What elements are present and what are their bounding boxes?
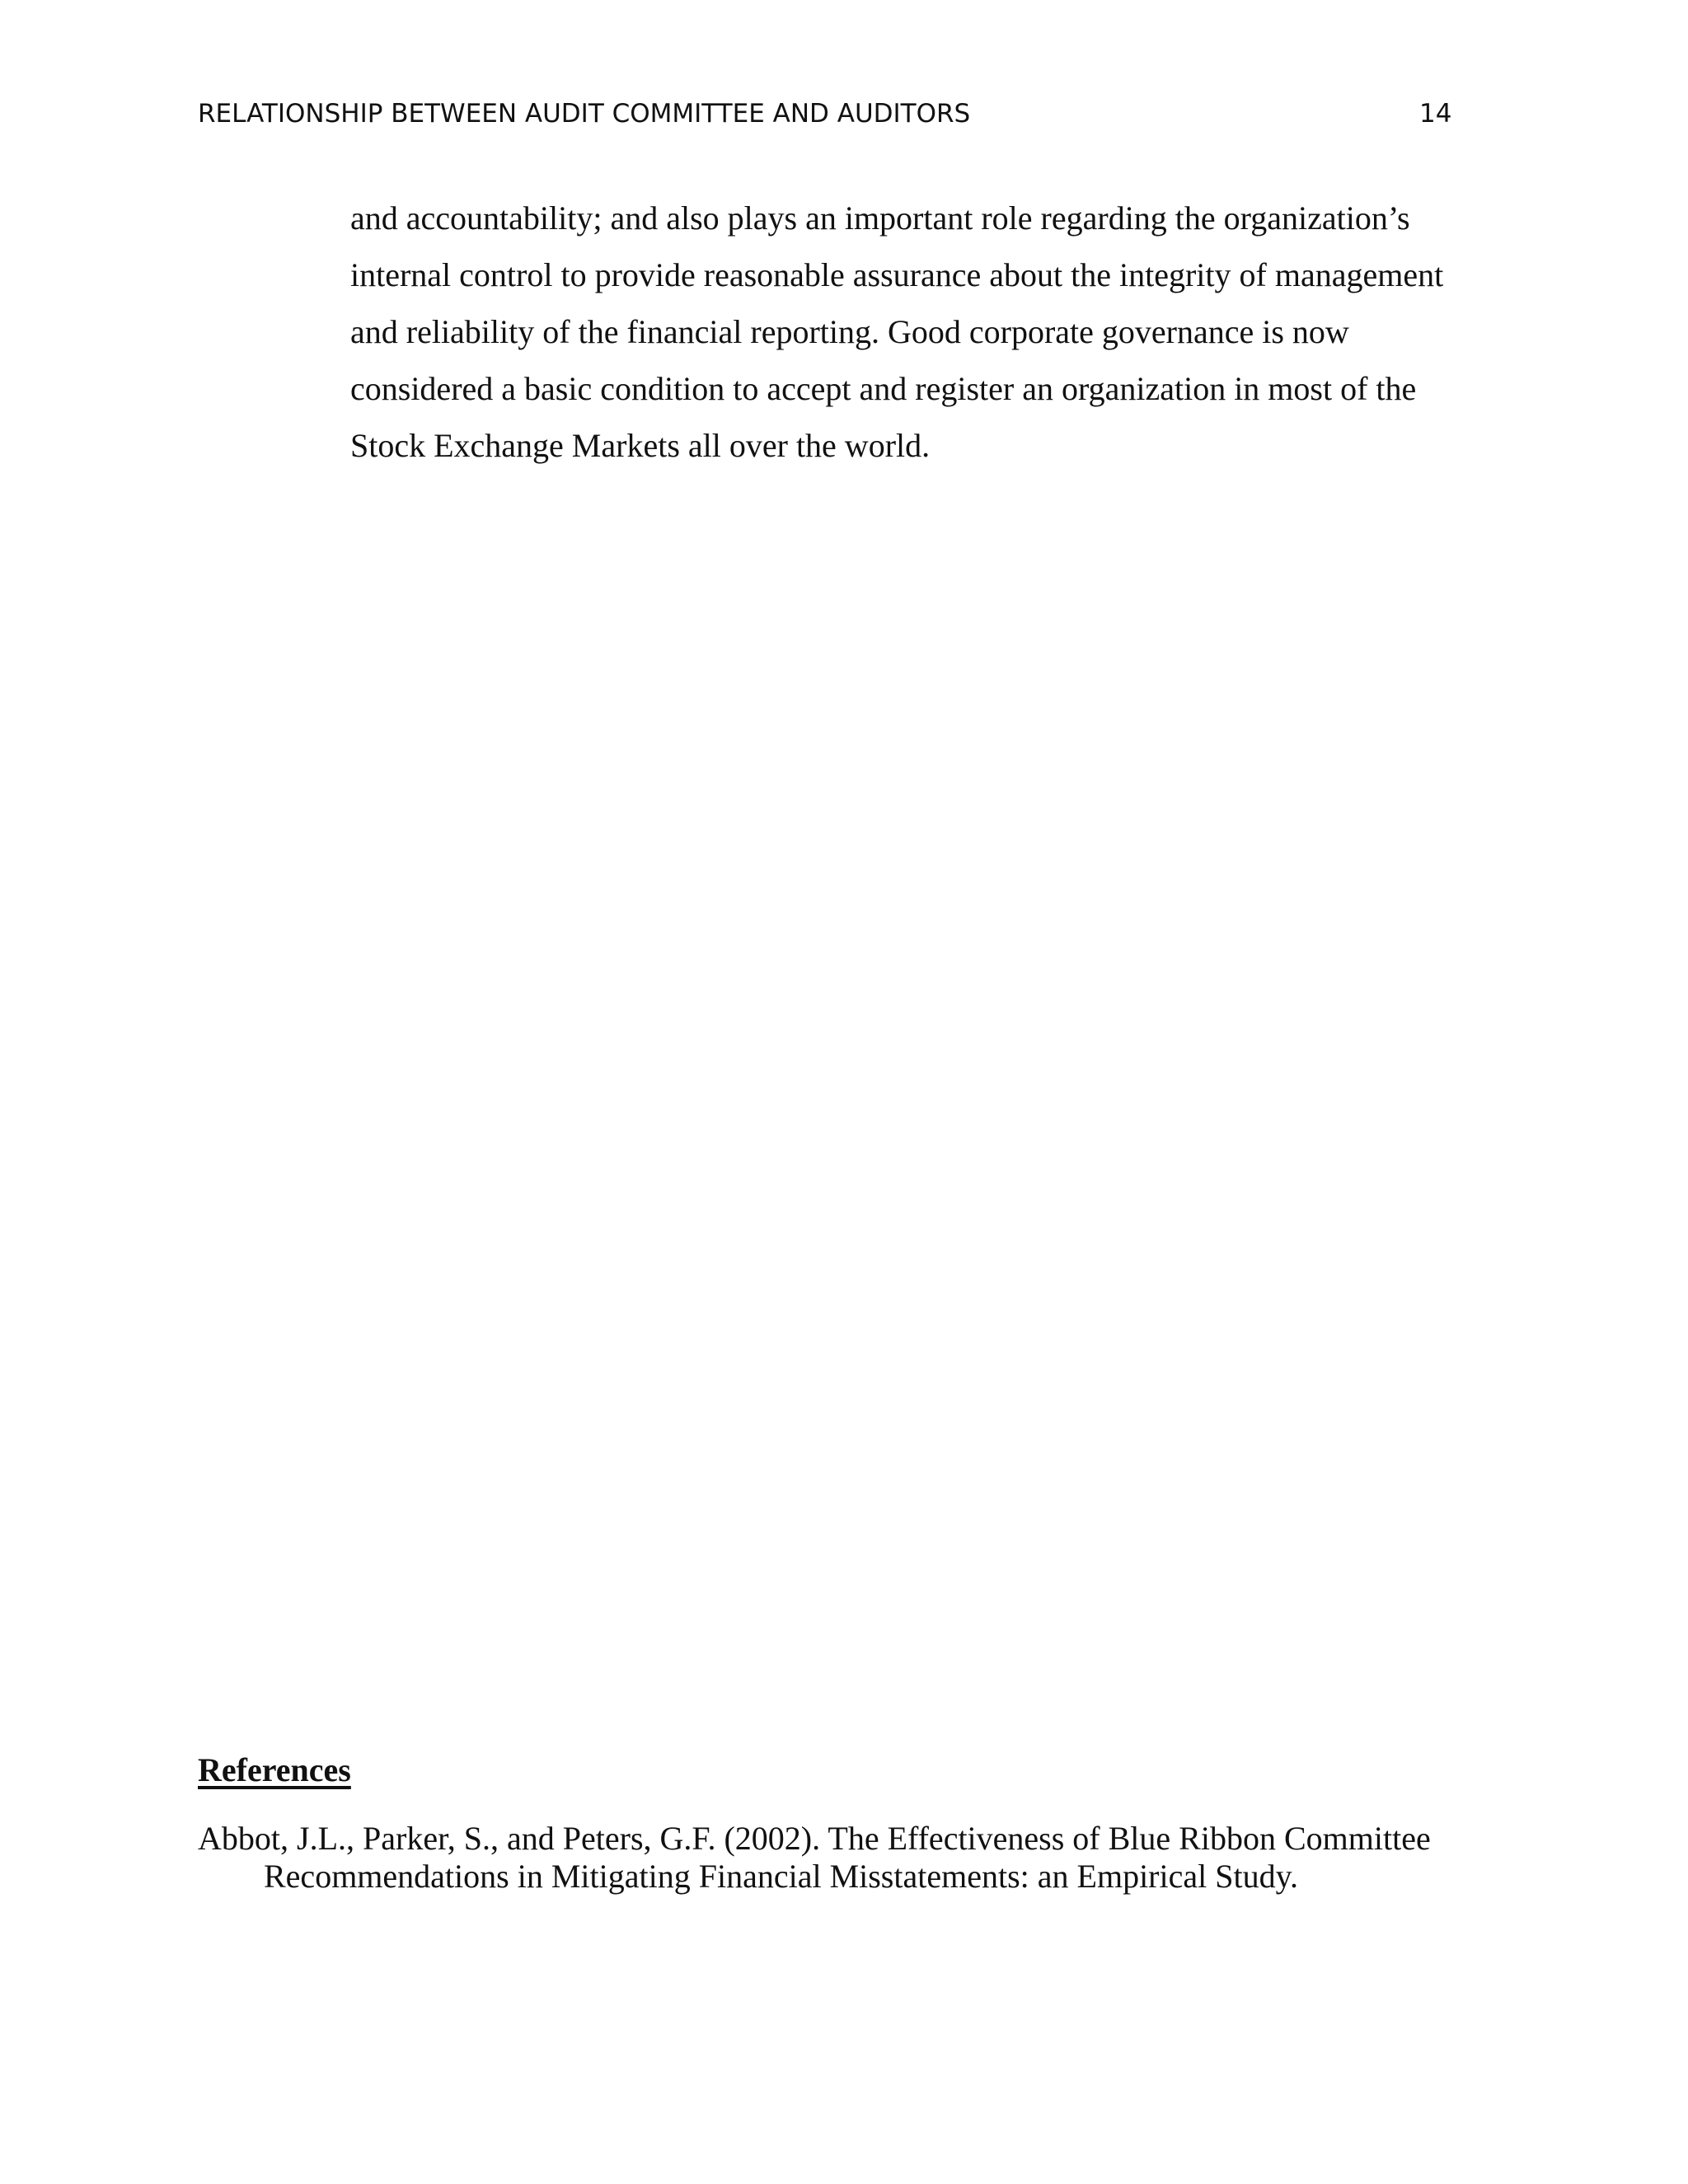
reference-entry — [198, 1820, 1525, 1896]
reference-line-first: Abbot, J.L., Parker, S., and Peters, G.F. (2002). The Effectiveness of Blue Ribbon Committee — [198, 1820, 1431, 1857]
body-line: internal control to provide reasonable assurance about the integrity of management — [350, 256, 1444, 293]
page-number: 14 — [1419, 99, 1452, 129]
body-line: considered a basic condition to accept and register an organization in most of the — [350, 370, 1417, 407]
body-line: and reliability of the financial reporting. Good corporate governance is now — [350, 313, 1349, 350]
body-line: and accountability; and also plays an important role regarding the organization’s — [350, 199, 1410, 237]
reference-line-continuation: Recommendations in Mitigating Financial Misstatements: an Empirical Study. — [264, 1858, 1298, 1895]
body-line: Stock Exchange Markets all over the world. — [350, 427, 931, 464]
running-head: RELATIONSHIP BETWEEN AUDIT COMMITTEE AND AUDITORS — [198, 99, 971, 129]
references-heading: References — [198, 1751, 351, 1788]
body-paragraph — [350, 190, 1504, 474]
